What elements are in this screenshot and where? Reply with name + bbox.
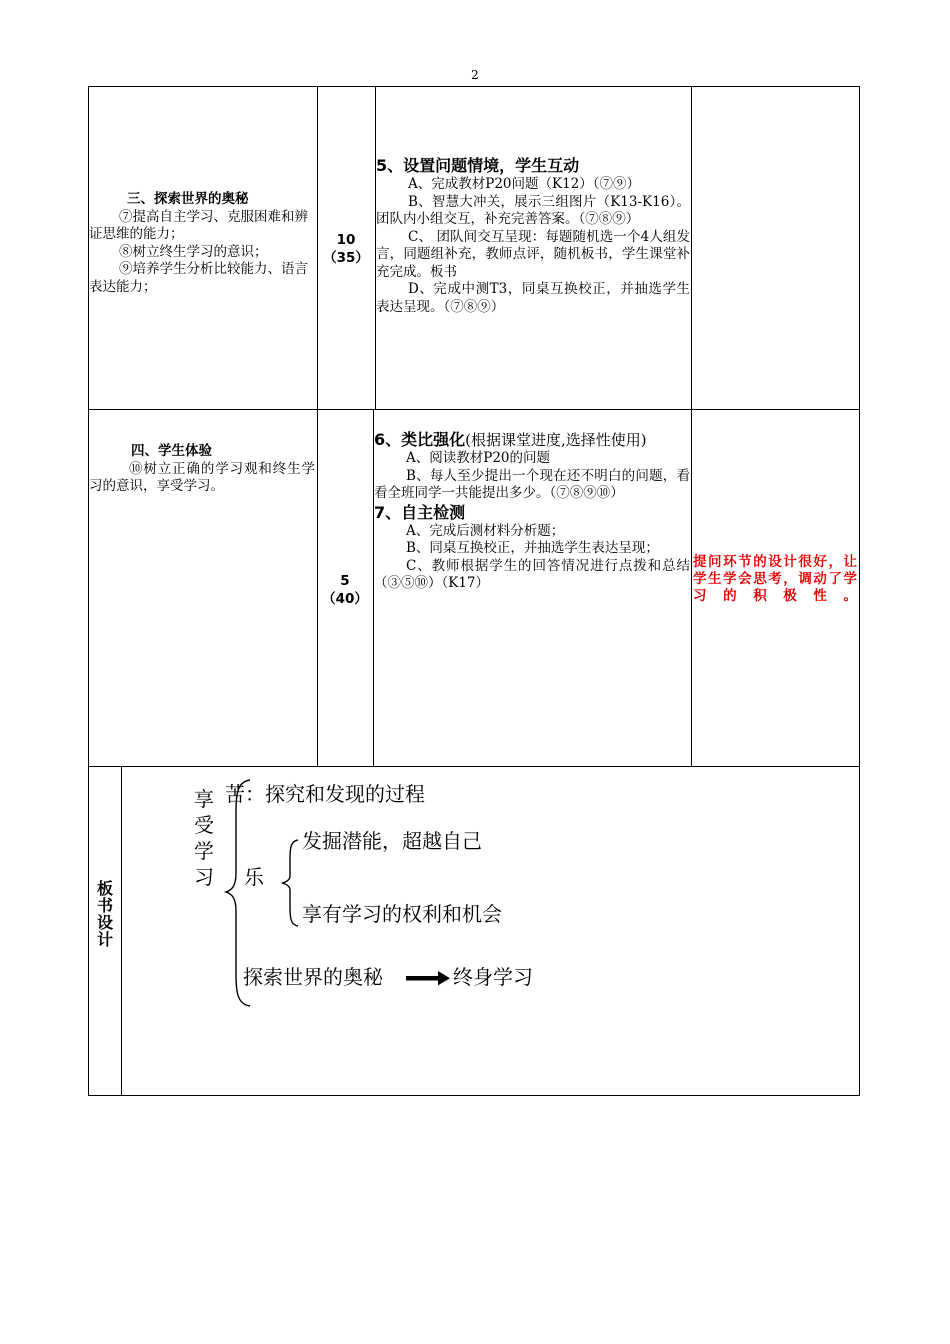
arrow-right-icon <box>406 970 450 986</box>
col-divider-3 <box>691 86 692 766</box>
row2-item1-a: A、阅读教材P20的问题 <box>406 450 551 466</box>
row2-item2-b: B、同桌互换校正，并抽选学生表达呈现； <box>406 540 659 556</box>
board-label <box>95 880 115 948</box>
row2-title: 四、学生体验 <box>131 443 212 459</box>
board-enjoy-text: 享受学习 <box>194 787 214 889</box>
row1-time <box>318 232 374 267</box>
row2-total: （40） <box>322 590 368 607</box>
row1-objectives <box>89 191 315 296</box>
row1-item-d: D、完成中测T3，同桌互换校正，并抽选学生表达呈现。（⑦⑧⑨） <box>376 281 690 315</box>
board-enjoy-learning <box>193 786 215 890</box>
row2-item2-a: A、完成后测材料分析题； <box>406 522 565 539</box>
row2-title1-line <box>374 430 690 450</box>
board-small-brace <box>280 838 300 928</box>
page-number: 2 <box>471 68 479 82</box>
row1-objective-1: ⑦提高自主学习、克服困难和辨证思维的能力； <box>89 208 308 242</box>
row2-activity-title-1: 6、类比强化 <box>374 430 466 449</box>
row2-objectives <box>89 443 315 496</box>
row1-item-c: C、 团队间交互呈现：每题随机选一个4人组发言，同题组补充，教师点评，随机板书，学生课堂补充完成。板书 <box>376 228 690 280</box>
board-label-text: 板书设计 <box>96 879 113 949</box>
row1-activities <box>376 156 690 316</box>
row2-activities <box>374 430 690 593</box>
board-explore: 探索世界的奥秘 <box>243 965 383 989</box>
row2-item2-c: C、教师根据学生的回答情况进行点拨和总结（③⑤⑩）（K17） <box>374 557 690 591</box>
row2-objective-1: ⑩树立正确的学习观和终生学习的意识，享受学习。 <box>89 460 315 494</box>
row1-minutes: 10 <box>336 232 356 248</box>
row2-comment: 提问环节的设计很好，让学生学会思考，调动了学习的积极性。 <box>693 554 858 604</box>
row-divider-1 <box>88 409 860 410</box>
row2-minutes: 5 <box>340 573 350 589</box>
row1-item-a: A、完成教材P20问题（K12）（⑦⑨） <box>408 176 641 192</box>
row2-time <box>318 573 372 608</box>
board-joy-item-2: 享有学习的权利和机会 <box>302 902 502 926</box>
board-bitter: 苦：探究和发现的过程 <box>225 782 425 806</box>
board-label-divider <box>121 766 122 1096</box>
row2-item1-b: B、每人至少提出一个现在还不明白的问题，看看全班同学一共能提出多少。（⑦⑧⑨⑩） <box>374 467 690 501</box>
row1-activity-title: 5、设置问题情境，学生互动 <box>376 156 580 175</box>
board-joy: 乐 <box>244 865 264 889</box>
board-lifelong: 终身学习 <box>453 965 533 989</box>
col-divider-1 <box>317 86 318 766</box>
row1-title: 三、探索世界的奥秘 <box>127 191 249 207</box>
board-joy-item-1: 发掘潜能，超越自己 <box>302 829 482 853</box>
row1-objective-3: ⑨培养学生分析比较能力、语言表达能力； <box>89 261 308 295</box>
row2-activity-title-2: 7、自主检测 <box>374 502 466 522</box>
row1-objective-2: ⑧树立终生学习的意识； <box>119 243 268 260</box>
row2-activity-note: (根据课堂进度,选择性使用) <box>465 431 647 449</box>
row1-total: （35） <box>323 249 369 266</box>
row1-item-b: B、智慧大冲关，展示三组图片（K13-K16）。团队内小组交互，补充完善答案。（⑦⑧⑨） <box>376 193 690 227</box>
row-divider-2 <box>88 766 860 767</box>
